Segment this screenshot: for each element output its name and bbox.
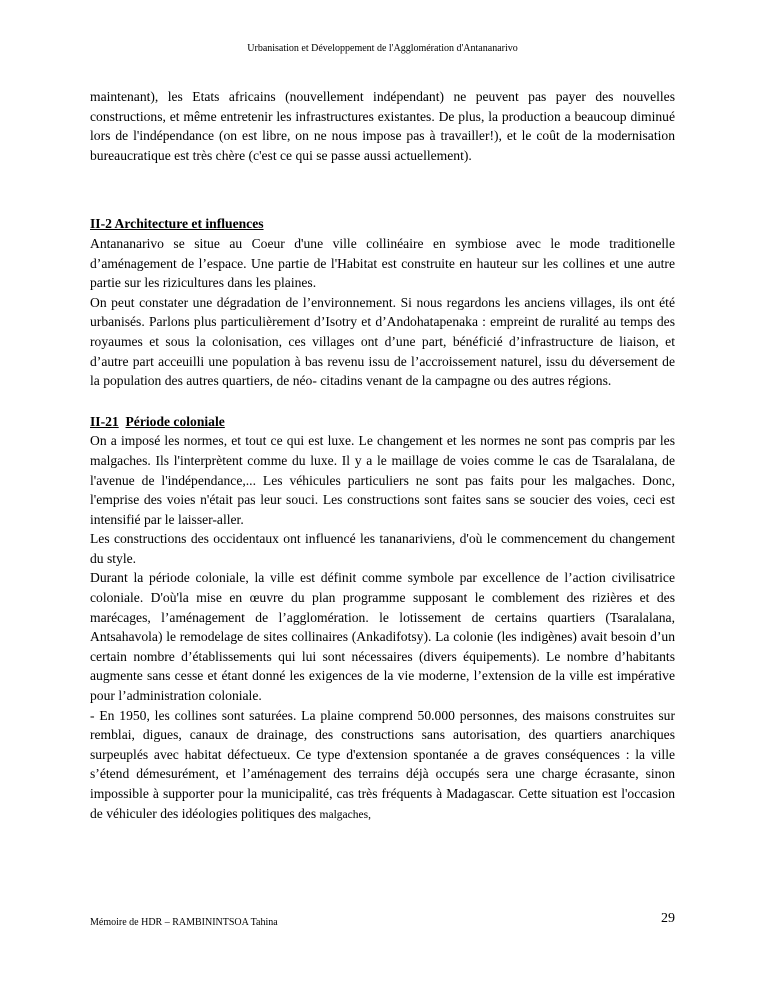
subsection-title [90,412,675,432]
footer-author: Mémoire de HDR – RAMBININTSOA Tahina [90,917,278,928]
section-title: II-2 Architecture et influences [90,216,264,232]
running-header: Urbanisation et Développement de l'Agglomération d'Antananarivo [247,43,518,54]
intro-paragraph: maintenant), les Etats africains (nouvellement indépendant) ne peuvent pas payer des nouvelles constructions, et même entretenir les infrastructures existantes. De plus, la production a beaucoup diminué lors de l'indépendance (on est libre, on ne nous impose pas à travailler!), et le coût de la modernisation bureaucratique est très chère (c'est ce qui se passe aussi actuellement). [90,89,675,163]
spacer [90,165,675,214]
paragraph-tail: malgaches, [319,808,371,821]
subsection-label: Période coloniale [125,413,225,429]
page-body [90,87,675,825]
body-paragraph: Durant la période coloniale, la ville est définit comme symbole par excellence de l’action civilisatrice coloniale. D'où'la mise en œuvre du plan programme supposant le comblement des rizières et des marécages, l’aménagement de l’agglomération. le lotissement de certains quartiers (Tsaralalana, Antsahavola) le remodelage de sites collinaires (Ankadifotsy). La colonie (les indigènes) avait besoin d’un certain nombre d’établissements qui lui sont nécessaires (divers équipements). Le nombre d’habitants augmente sans cesse et étant donné les exigences de la vie moderne, l’extension de la ville est impérative pour l’administration coloniale. [90,570,675,704]
body-paragraph [90,706,675,826]
paragraph-text: - En 1950, les collines sont saturées. La plaine comprend 50.000 personnes, des maisons construites sur remblai, digues, canaux de drainage, des constructions sans autorisation, des quartiers anarchiques surpeuplés avec habitat défectueux. Ce type d'extension spontanée a de graves conséquences : la ville s’étend démesurément, et l’aménagement des terrains déjà occupés sera une charge écrasante, sinon impossible à supporter pour la municipalité, cas très fréquents à Madagascar. Cette situation est l'occasion de véhiculer des idéologies politiques des [90,707,675,821]
body-paragraph: On a imposé les normes, et tout ce qui est luxe. Le changement et les normes ne sont pas compris par les malgaches. Ils l'interprètent comme du luxe. Il y a le maillage de voies comme le cas de Tsaralalana, de l'avenue de l'indépendance,... Les véhicules particuliers ne sont pas faits pour les malgaches. Donc, l'emprise des voies n'était pas leur souci. Les constructions sont faites sans se soucier des voies, ceci est intensifié par le laisser-aller. [90,433,675,527]
body-paragraph: Les constructions des occidentaux ont influencé les tananariviens, d'où le commencement du changement du style. [90,531,675,566]
subsection-number: II-21 [90,413,119,429]
page-number: 29 [661,911,675,926]
body-paragraph: Antananarivo se situe au Coeur d'une ville collinéaire en symbiose avec le mode traditionelle d’aménagement de l’espace. Une partie de l'Habitat est construite en hauteur sur les collines et une autre partie sur les rizicultures dans les plaines. [90,235,675,291]
spacer [90,391,675,412]
body-paragraph: On peut constater une dégradation de l’environnement. Si nous regardons les anciens villages, ils ont été urbanisés. Parlons plus particulièrement d’Isotry et d’Andohatapenaka : empreint de ruralité au temps des royaumes et sous la colonisation, ces villages ont d’une part, bénéficié d’infrastructure de liaison, et d’autre part acceuilli une population à bas revenu issu de l’accroissement naturel, issu du déversement de la population des autres quartiers, de néo- citadins venant de la campagne ou des autres régions. [90,294,675,389]
